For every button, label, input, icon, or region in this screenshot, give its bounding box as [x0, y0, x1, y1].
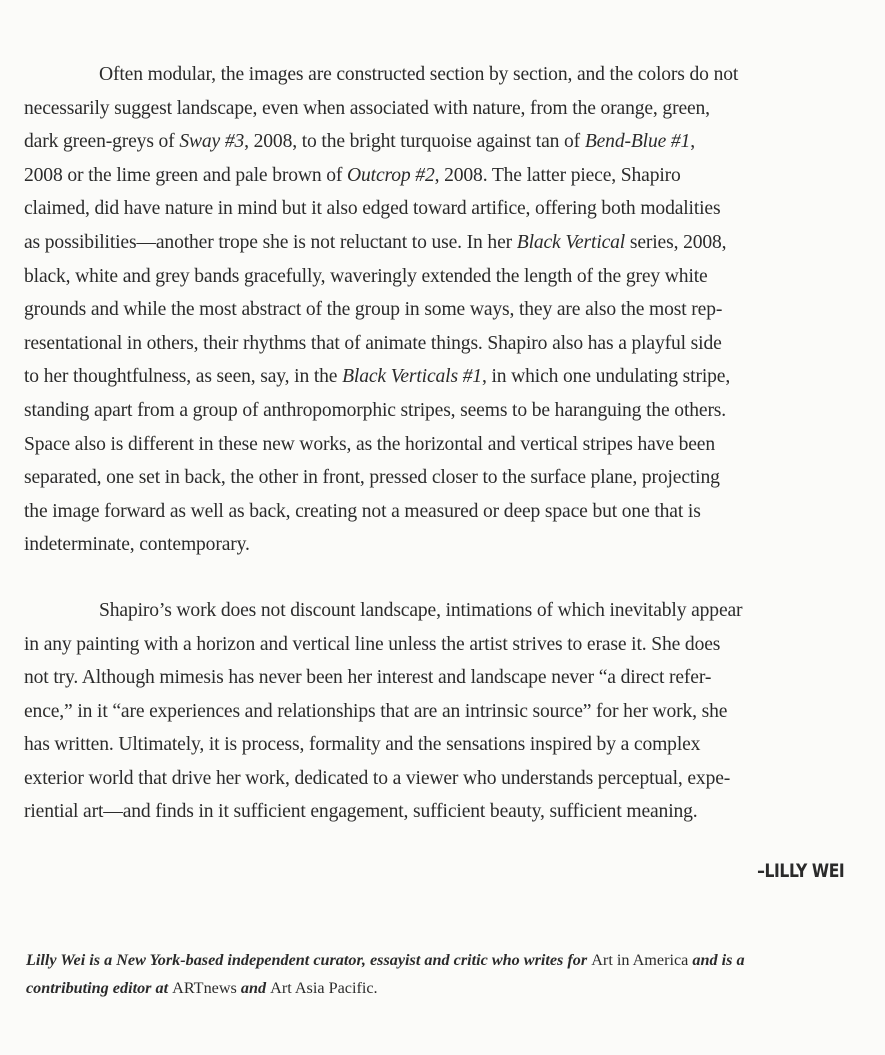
publication-name: Art Asia Pacific [270, 979, 374, 997]
author-bio [26, 946, 846, 1002]
text-line: the image forward as well as back, creating not a measured or deep space but one that is [24, 500, 701, 522]
text-line: black, white and grey bands gracefully, waveringly extended the length of the grey white [24, 265, 708, 287]
text-line: not try. Although mimesis has never been her interest and landscape never “a direct refer- [24, 667, 712, 689]
bio-line: contributing editor at ARTnews and Art Asia Pacific. [26, 979, 378, 997]
paragraph-2 [24, 594, 844, 829]
text-line: Often modular, the images are constructed section by section, and the colors do not [99, 64, 739, 85]
text-line: ence,” in it “are experiences and relationships that are an intrinsic source” for her work, she [24, 700, 728, 722]
publication-name: ARTnews [172, 979, 237, 997]
publication-name: Art in America [591, 951, 689, 969]
text-line: separated, one set in back, the other in front, pressed closer to the surface plane, projecting [24, 467, 720, 489]
artwork-title: Bend-Blue #1 [584, 131, 691, 153]
text-line: Shapiro’s work does not discount landscape, intimations of which inevitably appear [99, 599, 743, 621]
text-line: grounds and while the most abstract of the group in some ways, they are also the most rep- [24, 299, 723, 321]
text-line: to her thoughtfulness, as seen, say, in the Black Verticals #1, in which one undulating stripe, [24, 366, 731, 388]
artwork-title: Sway #3 [179, 131, 245, 153]
artwork-title: Black Verticals #1 [342, 366, 482, 388]
artwork-title: Black Vertical [516, 231, 626, 253]
text-line: indeterminate, contemporary. [24, 534, 250, 556]
text-line: 2008 or the lime green and pale brown of Outcrop #2, 2008. The latter piece, Shapiro [24, 164, 681, 186]
text-line: Space also is different in these new works, as the horizontal and vertical stripes have been [24, 433, 715, 455]
text-line: exterior world that drive her work, dedicated to a viewer who understands perceptual, expe- [24, 767, 731, 789]
author-signature: –LILLY WEI [756, 860, 844, 882]
text-line: necessarily suggest landscape, even when associated with nature, from the orange, green, [24, 97, 710, 119]
text-line: riential art—and finds in it sufficient engagement, sufficient beauty, sufficient meaning. [24, 801, 698, 823]
text-line: as possibilities—another trope she is not reluctant to use. In her Black Vertical series, 2008, [24, 231, 727, 253]
text-line: resentational in others, their rhythms that of animate things. Shapiro also has a playful side [24, 332, 722, 354]
text-line: dark green-greys of Sway #3, 2008, to the bright turquoise against tan of Bend-Blue #1, [24, 131, 695, 153]
bio-line: Lilly Wei is a New York-based independent curator, essayist and critic who writes for Art in America and is a [26, 951, 745, 969]
text-line: standing apart from a group of anthropomorphic stripes, seems to be haranguing the others. [24, 399, 727, 421]
text-line: has written. Ultimately, it is process, formality and the sensations inspired by a complex [24, 734, 701, 756]
text-line: in any painting with a horizon and vertical line unless the artist strives to erase it. She does [24, 633, 721, 655]
text-line: claimed, did have nature in mind but it also edged toward artifice, offering both modalities [24, 198, 721, 220]
paragraph-1 [24, 58, 844, 562]
article-body [24, 58, 844, 829]
artwork-title: Outcrop #2 [347, 164, 435, 186]
